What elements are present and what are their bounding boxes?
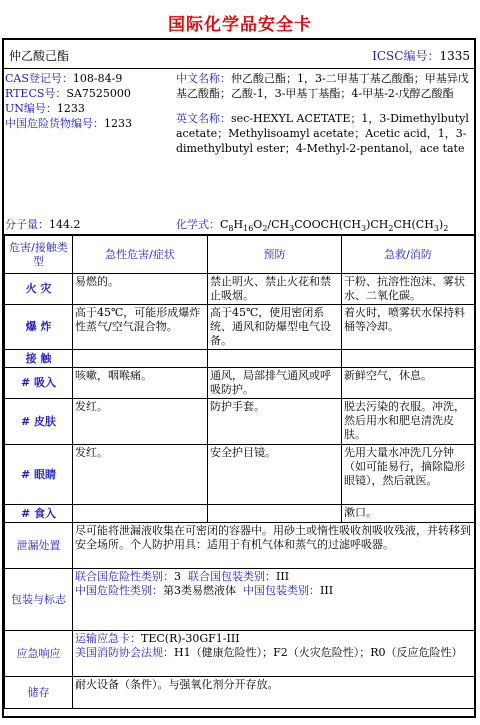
rtecs-number: RTECS号：SA7525000 <box>5 87 131 100</box>
table-row-inhalation: # 吸入 咳嗽，咽喉痛。 通风，局部排气通风或呼吸防护。 新鲜空气，休息。 <box>5 368 475 399</box>
table-row-contact: 接 触 <box>5 350 475 368</box>
chinese-name: 中文名称：仲乙酸己酯；1，3-二甲基丁基乙酸酯；甲基异戊基乙酸酯；乙酸-1，3-甲基丁基酯；4-甲基-2-戊醇乙酸酯 <box>176 72 469 100</box>
storage-text: 耐火设备（条件）。与强氧化剂分开存放。 <box>73 677 475 709</box>
table-row-ingestion: # 食入 漱口。 <box>5 505 475 523</box>
spill-label: 泄漏处置 <box>5 523 73 569</box>
header-prevention: 预防 <box>208 236 342 274</box>
emergency-text: 运输应急卡：TEC(R)-30GF1-III 美国消防协会法规：H1（健康危险性）；F2（火灾危险性）；R0（反应危险性） <box>73 631 475 677</box>
un-number: UN编号：1233 <box>5 102 85 115</box>
spill-row <box>5 523 475 569</box>
package-row <box>5 569 475 631</box>
spill-text: 尽可能将泄漏液收集在可密闭的容器中。用砂土或惰性吸收剂吸收残液，并转移到安全场所。个人防护用具：适用于有机气体和蒸气的过滤呼吸器。 <box>73 523 475 569</box>
chemical-name-row <box>4 40 474 69</box>
emergency-row <box>5 631 475 677</box>
package-text: 联合国危险性类别：3 联合国包装类别：III 中国危险性类别：第3类易燃液体 中国包装类别：III <box>73 569 475 631</box>
header-symptom: 急性危害/症状 <box>73 236 208 274</box>
table-row-fire: 火 灾 易燃的。 禁止明火、禁止火花和禁止吸烟。 干粉、抗溶性泡沫、雾状水、二氧化碳。 <box>5 274 475 305</box>
chemical-name: 仲乙酸己酯 <box>9 49 70 63</box>
table-header-row <box>5 236 475 274</box>
header-first-aid: 急救/消防 <box>342 236 475 274</box>
id-numbers <box>5 71 171 131</box>
safety-card <box>2 38 476 718</box>
package-label: 包装与标志 <box>5 569 73 631</box>
identification-section <box>4 69 474 235</box>
table-row-skin: # 皮肤 发红。 防护手套。 脱去污染的衣服。冲洗，然后用水和肥皂清洗皮肤。 <box>5 399 475 445</box>
english-name: 英文名称：sec-HEXYL ACETATE；1，3-Dimethylbutyl acetate；Methylisoamyl acetate；Acetic acid，1，3-dimethylbutyl ester；4-Methyl-2-pentanol，ace tate <box>176 112 469 155</box>
cn-dangerous-goods-number: 中国危险货物编号：1233 <box>5 117 132 130</box>
molecular-weight: 分子量：144.2 <box>5 218 81 231</box>
table-row-eyes: # 眼睛 发红。 安全护目镜。 先用大量水冲洗几分钟（如可能易行，摘除隐形眼镜），然后就医。 <box>5 445 475 505</box>
header-type: 危害/接触类型 <box>5 236 73 274</box>
chemical-formula: 化学式：$C_8H_{16}O_2/CH_3COOCH(CH_3)CH_2CH(CH_3)_2$ <box>176 218 449 234</box>
emergency-label: 应急响应 <box>5 631 73 677</box>
cas-number: CAS登记号：108-84-9 <box>5 72 123 85</box>
table-row-explosion: 爆 炸 高于45℃，可能形成爆炸性蒸气/空气混合物。 高于45℃，使用密闭系统、通风和防爆型电气设备。 着火时，喷雾状水保持料桶等冷却。 <box>5 305 475 350</box>
hazard-table <box>4 235 475 709</box>
icsc-number: ICSC编号：1335 <box>372 49 470 63</box>
storage-row <box>5 677 475 709</box>
card-title: 国际化学品安全卡 <box>168 15 312 35</box>
storage-label: 储存 <box>5 677 73 709</box>
names <box>176 71 472 156</box>
